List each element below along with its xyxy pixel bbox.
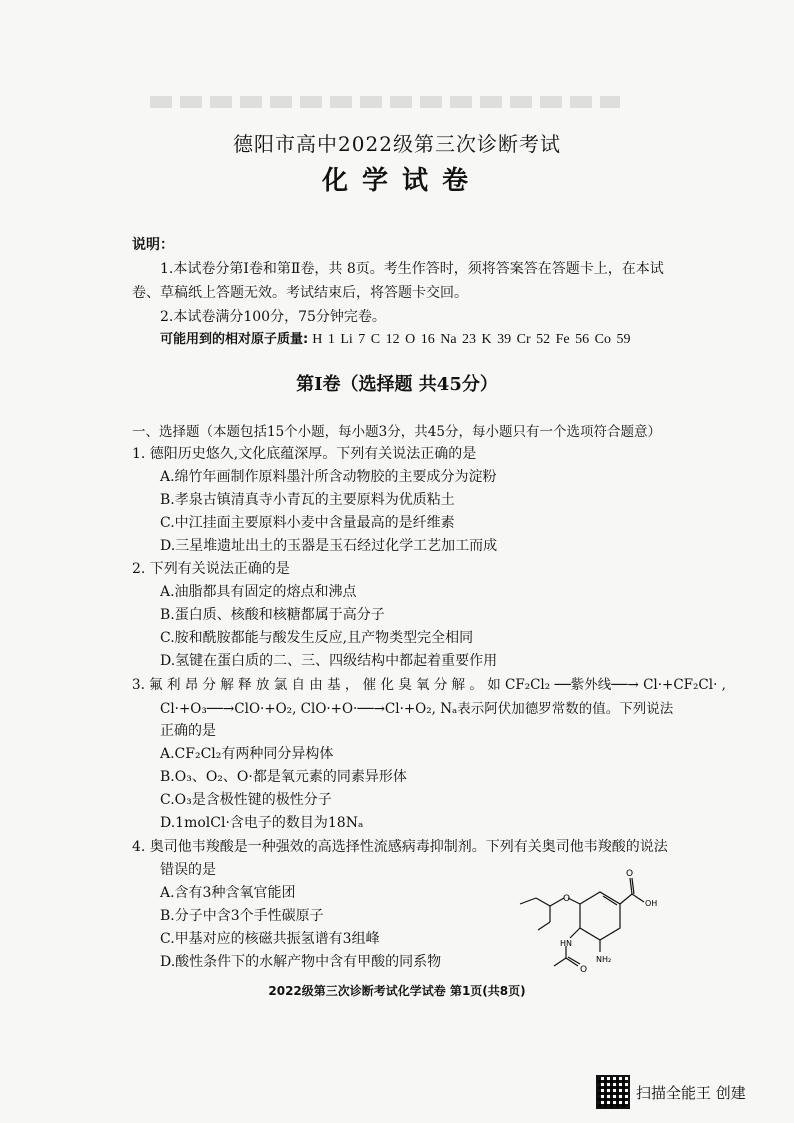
atomic-masses-values: H 1 Li 7 C 12 O 16 Na 23 K 39 Cr 52 Fe 56 Co 59 xyxy=(312,332,631,347)
note-line-1: 1.本试卷分第Ⅰ卷和第Ⅱ卷，共 8页。考生作答时，须将答案答在答题卡上，在本试 xyxy=(160,261,664,277)
page-footer: 2022级第三次诊断考试化学试卷 第1页(共8页) xyxy=(268,984,526,998)
question-3-option-a: A.CF₂Cl₂有两种同分异构体 xyxy=(160,746,334,762)
note-line-2: 2.本试卷满分100分，75分钟完卷。 xyxy=(160,309,386,325)
note-line-1b: 卷、草稿纸上答题无效。考试结束后，将答题卡交回。 xyxy=(132,285,468,301)
amide-oxygen-label: O xyxy=(580,965,588,975)
amine-label: NH₂ xyxy=(596,955,612,964)
question-3-stem-2: Cl·+O₃──→ClO·+O₂, ClO·+O·──→Cl·+O₂, Nₐ表示阿伏加德罗常数的值。下列说法 xyxy=(160,701,674,717)
question-4-option-a: A.含有3种含氧官能团 xyxy=(160,885,296,901)
question-1-option-a: A.绵竹年画制作原料墨汁所含动物胶的主要成分为淀粉 xyxy=(160,469,497,485)
question-3-option-b: B.O₃、O₂、O·都是氧元素的同素异形体 xyxy=(160,769,407,785)
question-3-option-d: D.1molCl·含电子的数目为18Nₐ xyxy=(160,815,364,831)
subject-title: 化学试卷 xyxy=(321,166,482,196)
question-2-option-d: D.氢键在蛋白质的二、三、四级结构中都起着重要作用 xyxy=(160,653,498,669)
question-3-stem-3: 正确的是 xyxy=(160,723,216,739)
carbonyl-oxygen-label: O xyxy=(626,869,634,879)
question-4-option-c: C.甲基对应的核磁共振氢谱有3组峰 xyxy=(160,931,380,947)
question-4-stem: 4. 奥司他韦羧酸是一种强效的高选择性流感病毒抑制剂。下列有关奥司他韦羧酸的说法 xyxy=(132,839,668,855)
question-1-stem: 1. 德阳历史悠久,文化底蕴深厚。下列有关说法正确的是 xyxy=(132,446,477,462)
exam-title: 德阳市高中2022级第三次诊断考试 xyxy=(233,132,561,156)
scanner-watermark xyxy=(596,1072,766,1112)
bleed-through-mark xyxy=(150,96,620,108)
question-1-option-d: D.三星堆遗址出土的玉器是玉石经过化学工艺加工而成 xyxy=(160,538,498,554)
hydroxyl-label: OH xyxy=(645,899,658,908)
atomic-masses-label: 可能用到的相对原子质量: xyxy=(160,332,309,347)
section-title: 第Ⅰ卷（选择题 共45分） xyxy=(296,374,498,395)
question-4-stem-2: 错误的是 xyxy=(160,862,216,878)
question-4-option-d: D.酸性条件下的水解产物中含有甲酸的同系物 xyxy=(160,954,442,970)
section-intro: 一、选择题（本题包括15个小题，每小题3分，共45分，每小题只有一个选项符合题意） xyxy=(132,424,661,440)
question-1-option-c: C.中江挂面主要原料小麦中含量最高的是纤维素 xyxy=(160,515,455,531)
question-2-option-c: C.胺和酰胺都能与酸发生反应,且产物类型完全相同 xyxy=(160,630,474,646)
atomic-masses xyxy=(160,328,630,348)
oseltamivir-carboxylate-structure xyxy=(510,866,690,976)
question-3-option-c: C.O₃是含极性键的极性分子 xyxy=(160,792,332,808)
oxygen-label: O xyxy=(563,894,571,904)
amide-n-label: HN xyxy=(560,939,572,948)
notes-heading: 说明： xyxy=(132,237,174,253)
question-2-option-a: A.油脂都具有固定的熔点和沸点 xyxy=(160,584,357,600)
question-2-stem: 2. 下列有关说法正确的是 xyxy=(132,561,290,577)
qr-code-icon xyxy=(596,1075,630,1109)
question-2-option-b: B.蛋白质、核酸和核糖都属于高分子 xyxy=(160,607,385,623)
question-4-option-b: B.分子中含3个手性碳原子 xyxy=(160,908,324,924)
question-3-stem: 3. 氟 利 昂 分 解 释 放 氯 自 由 基 ， 催 化 臭 氧 分 解 。 如 CF₂Cl₂ ──紫外线──→ Cl·+CF₂Cl· , xyxy=(132,677,726,693)
watermark-text: 扫描全能王 创建 xyxy=(636,1083,746,1102)
question-1-option-b: B.孝泉古镇清真寺小青瓦的主要原料为优质粘土 xyxy=(160,492,455,508)
